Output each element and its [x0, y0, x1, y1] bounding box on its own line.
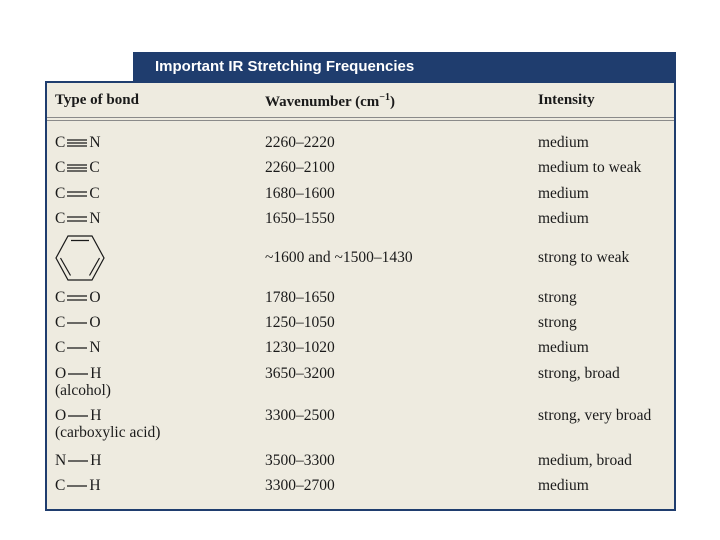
triple-bond-icon [66, 163, 88, 173]
intensity-cell: medium [538, 210, 589, 227]
intensity-cell: medium [538, 477, 589, 494]
intensity-cell: medium to weak [538, 159, 642, 176]
header-divider-bottom [47, 120, 674, 121]
bond-c-triple-c: C C [55, 159, 100, 176]
bond-c-double-o: C O [55, 289, 101, 306]
single-bond-icon [67, 456, 89, 466]
bond-note: (alcohol) [55, 382, 111, 399]
header-wavenumber: Wavenumber $(cm^{-1})$ [265, 92, 395, 110]
benzene-ring-icon [54, 233, 106, 283]
intensity-cell: strong [538, 314, 577, 331]
bond-c-double-c: C C [55, 185, 100, 202]
single-bond-icon [67, 411, 89, 421]
header-intensity: Intensity [538, 92, 595, 108]
header-bond: Type of bond [55, 92, 139, 108]
intensity-cell: strong, broad [538, 365, 620, 382]
bond-c-single-h: C H [55, 477, 101, 494]
intensity-cell: medium [538, 185, 589, 202]
single-bond-icon [67, 369, 89, 379]
wavenumber-cell: 3300–2500 [265, 407, 335, 424]
bond-c-triple-n: C N [55, 134, 101, 151]
wavenumber-cell: 3650–3200 [265, 365, 335, 382]
single-bond-icon [66, 318, 88, 328]
bond-c-single-n: C N [55, 339, 101, 356]
wavenumber-cell: 1680–1600 [265, 185, 335, 202]
single-bond-icon [66, 481, 88, 491]
wavenumber-cell: 1650–1550 [265, 210, 335, 227]
bond-n-single-h: N H [55, 452, 102, 469]
intensity-cell: medium, broad [538, 452, 632, 469]
intensity-cell: medium [538, 339, 589, 356]
wavenumber-cell: ~1600 and ~1500–1430 [265, 249, 413, 266]
bond-o-single-h: O H [55, 407, 102, 424]
wavenumber-cell: 1250–1050 [265, 314, 335, 331]
bond-note: (carboxylic acid) [55, 424, 161, 441]
wavenumber-cell: 2260–2220 [265, 134, 335, 151]
intensity-cell: strong [538, 289, 577, 306]
wavenumber-cell: 1780–1650 [265, 289, 335, 306]
header-divider-top [47, 117, 674, 118]
bond-c-double-n: C N [55, 210, 101, 227]
double-bond-icon [66, 214, 88, 224]
table-title: Important IR Stretching Frequencies [133, 52, 676, 82]
intensity-cell: strong to weak [538, 249, 630, 266]
intensity-cell: medium [538, 134, 589, 151]
triple-bond-icon [66, 138, 88, 148]
single-bond-icon [66, 343, 88, 353]
double-bond-icon [66, 293, 88, 303]
double-bond-icon [66, 189, 88, 199]
wavenumber-cell: 1230–1020 [265, 339, 335, 356]
bond-o-single-h: O H [55, 365, 102, 382]
wavenumber-cell: 2260–2100 [265, 159, 335, 176]
intensity-cell: strong, very broad [538, 407, 652, 424]
bond-c-single-o: C O [55, 314, 101, 331]
wavenumber-cell: 3300–2700 [265, 477, 335, 494]
wavenumber-cell: 3500–3300 [265, 452, 335, 469]
